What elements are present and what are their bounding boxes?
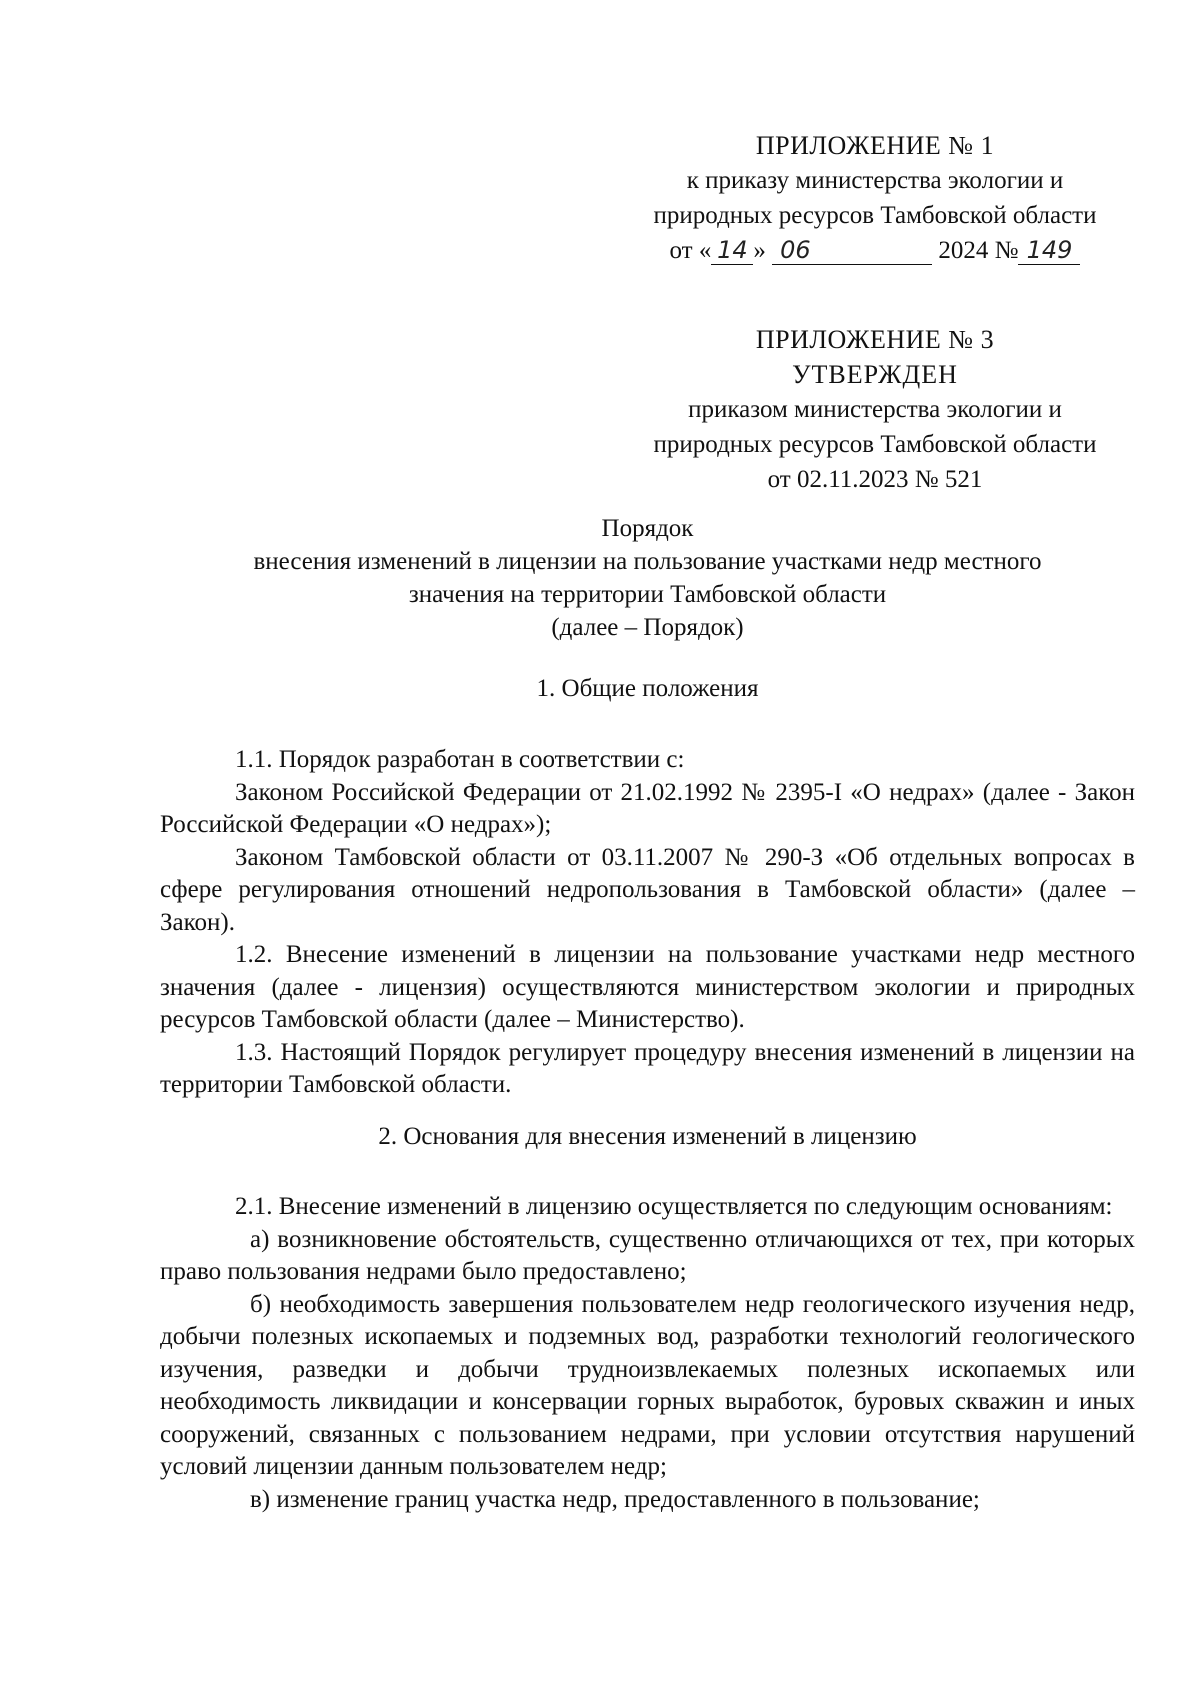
appendix-1-header	[620, 128, 1130, 268]
document-title	[160, 512, 1135, 644]
paragraph-2-1-v: в) изменение границ участка недр, предоставленного в пользование;	[250, 1485, 980, 1513]
paragraph-law-rf: Законом Российской Федерации от 21.02.1992 № 2395-I «О недрах» (далее - Закон Российской Федерации «О недрах»);	[160, 778, 1135, 838]
date-prefix: от «	[669, 237, 712, 264]
appendix-1-line-1: к приказу министерства экологии и	[686, 167, 1064, 194]
appendix-1-date-line	[620, 233, 1130, 268]
paragraph-1-2: 1.2. Внесение изменений в лицензии на пользование участками недр местного значения (далее - лицензия) осуществляются министерством экологии и природных ресурсов Тамбовской области (далее – Министерство).	[160, 941, 1135, 1033]
appendix-1-title: ПРИЛОЖЕНИЕ № 1	[755, 131, 995, 160]
section-2-body	[160, 1191, 1135, 1516]
paragraph-law-tambov: Законом Тамбовской области от 03.11.2007 № 290-З «Об отдельных вопросах в сфере регулирования отношений недропользования в Тамбовской области» (далее – Закон).	[160, 843, 1135, 936]
date-close-quote: »	[753, 237, 766, 264]
paragraph-1-1: 1.1. Порядок разработан в соответствии с:	[235, 746, 685, 773]
appendix-3-line-3: от 02.11.2023 № 521	[767, 466, 983, 493]
date-month-handwritten: 06	[772, 236, 932, 265]
appendix-3-line-2: природных ресурсов Тамбовской области	[653, 431, 1097, 458]
date-year: 2024 №	[938, 237, 1019, 264]
order-number-handwritten: 149	[1018, 236, 1080, 265]
paragraph-2-1: 2.1. Внесение изменений в лицензию осуществляется по следующим основаниям:	[235, 1193, 1113, 1220]
section-2-heading: 2. Основания для внесения изменений в лицензию	[378, 1123, 917, 1150]
document-title-line-3: значения на территории Тамбовской области	[408, 581, 887, 608]
section-1-heading: 1. Общие положения	[536, 675, 759, 702]
appendix-3-header	[620, 322, 1130, 497]
paragraph-2-1-a: а) возникновение обстоятельств, существенно отличающихся от тех, при которых право пользования недрами было предоставлено;	[160, 1225, 1135, 1285]
document-title-line-1: Порядок	[601, 515, 694, 542]
date-day-handwritten: 14	[711, 236, 753, 265]
paragraph-1-3: 1.3. Настоящий Порядок регулирует процедуру внесения изменений в лицензии на территории Тамбовской области.	[160, 1038, 1135, 1098]
appendix-3-title: ПРИЛОЖЕНИЕ № 3	[755, 325, 995, 354]
appendix-1-line-2: природных ресурсов Тамбовской области	[653, 202, 1097, 229]
section-1-body	[160, 744, 1135, 1102]
paragraph-2-1-b: б) необходимость завершения пользователем недр геологического изучения недр, добычи полезных ископаемых и подземных вод, разработки технологий геологического изучения, разведки и добычи трудноизвлекаемых полезных ископаемых или необходимость ликвидации и консервации горных выработок, буровых скважин и иных сооружений, связанных с пользованием недрами, при условии отсутствия нарушений условий лицензии данным пользователем недр;	[160, 1290, 1135, 1480]
document-title-line-4: (далее – Порядок)	[551, 614, 744, 641]
approved-label: УТВЕРЖДЕН	[792, 360, 958, 389]
document-title-line-2: внесения изменений в лицензии на пользование участками недр местного	[253, 548, 1042, 575]
appendix-3-line-1: приказом министерства экологии и	[688, 396, 1062, 423]
